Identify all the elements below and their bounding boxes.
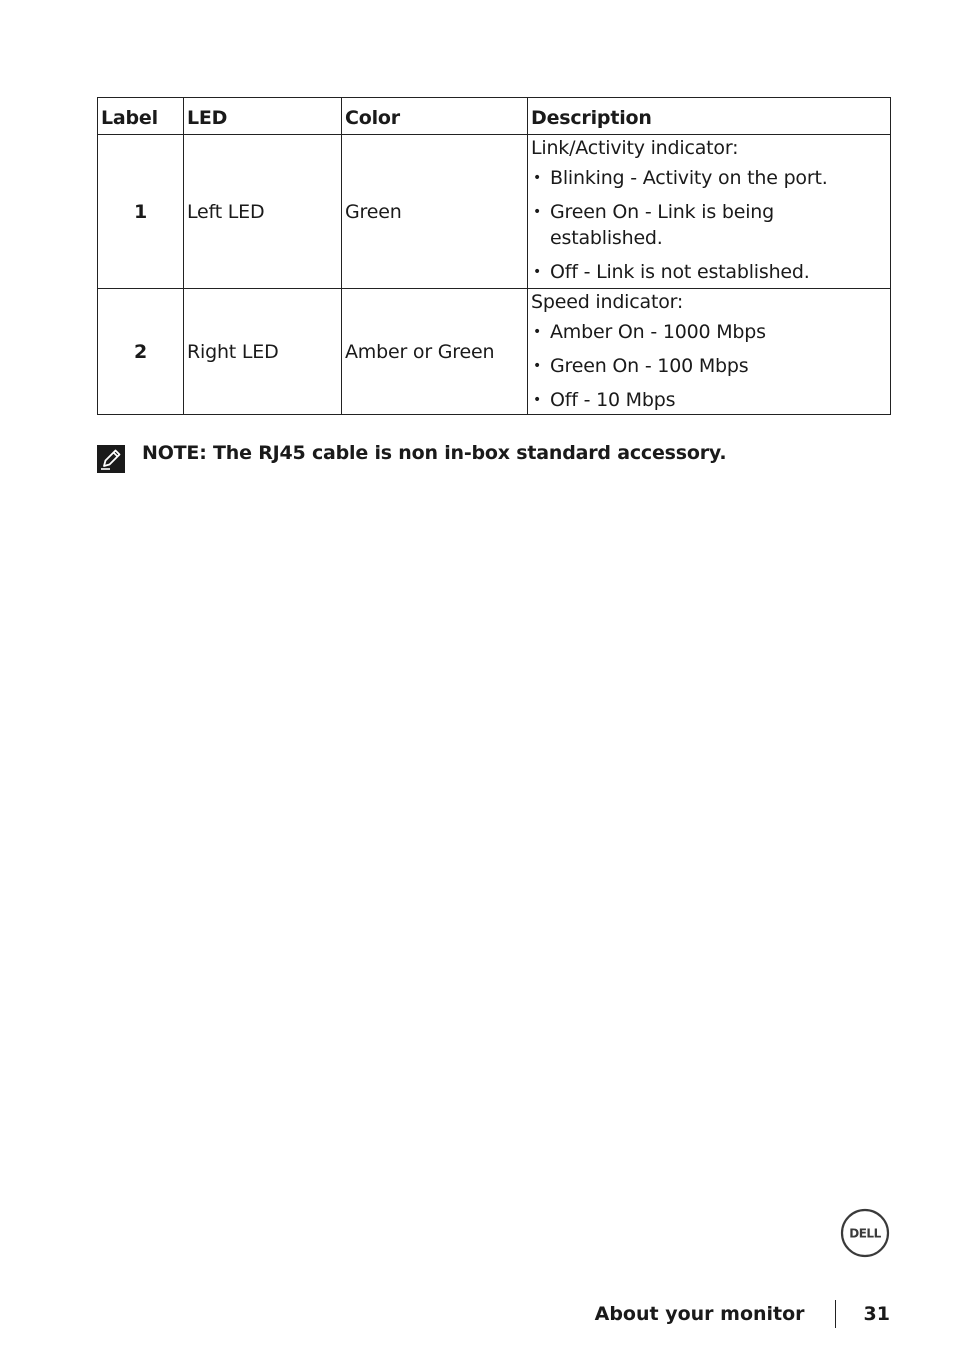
row-color: Amber or Green <box>342 289 528 415</box>
table-header-row <box>98 98 891 135</box>
svg-text:DELL: DELL <box>849 1226 881 1241</box>
bullet-glyph: • <box>533 358 542 374</box>
description-bullet <box>531 199 887 251</box>
bullet-text: Amber On - 1000 Mbps <box>550 321 766 343</box>
bullet-text: Green On - 100 Mbps <box>550 355 749 377</box>
bullet-glyph: • <box>533 170 542 186</box>
dell-logo-icon <box>840 1208 890 1258</box>
header-color: Color <box>342 98 528 135</box>
bullet-text: Blinking - Activity on the port. <box>550 167 828 189</box>
note-callout <box>97 440 890 476</box>
row-led: Right LED <box>184 289 342 415</box>
description-bullet <box>531 259 887 285</box>
footer-divider <box>835 1300 836 1328</box>
footer-section-title: About your monitor <box>594 1303 805 1325</box>
bullet-text: Green On - Link is being established. <box>550 201 775 249</box>
description-bullet <box>531 353 887 379</box>
description-title: Link/Activity indicator: <box>531 137 739 159</box>
bullet-text: Off - 10 Mbps <box>550 389 676 411</box>
bullet-glyph: • <box>533 324 542 340</box>
row-description <box>528 289 891 415</box>
header-led: LED <box>184 98 342 135</box>
page-number: 31 <box>863 1303 890 1325</box>
row-label: 2 <box>98 289 184 415</box>
note-text: NOTE: The RJ45 cable is non in-box standard accessory. <box>142 442 727 464</box>
note-pencil-icon <box>97 445 125 473</box>
header-label: Label <box>98 98 184 135</box>
description-title: Speed indicator: <box>531 291 684 313</box>
description-bullet <box>531 387 887 413</box>
led-table <box>97 97 891 415</box>
page-footer <box>595 1298 890 1330</box>
table-row <box>98 289 891 415</box>
description-bullet <box>531 165 887 191</box>
row-description <box>528 135 891 289</box>
row-label: 1 <box>98 135 184 289</box>
header-description: Description <box>528 98 891 135</box>
bullet-glyph: • <box>533 392 542 408</box>
row-led: Left LED <box>184 135 342 289</box>
bullet-glyph: • <box>533 204 542 220</box>
bullet-text: Off - Link is not established. <box>550 261 810 283</box>
description-bullet-list <box>531 319 887 413</box>
description-bullet-list <box>531 165 887 285</box>
table-row <box>98 135 891 289</box>
row-color: Green <box>342 135 528 289</box>
bullet-glyph: • <box>533 264 542 280</box>
description-bullet <box>531 319 887 345</box>
